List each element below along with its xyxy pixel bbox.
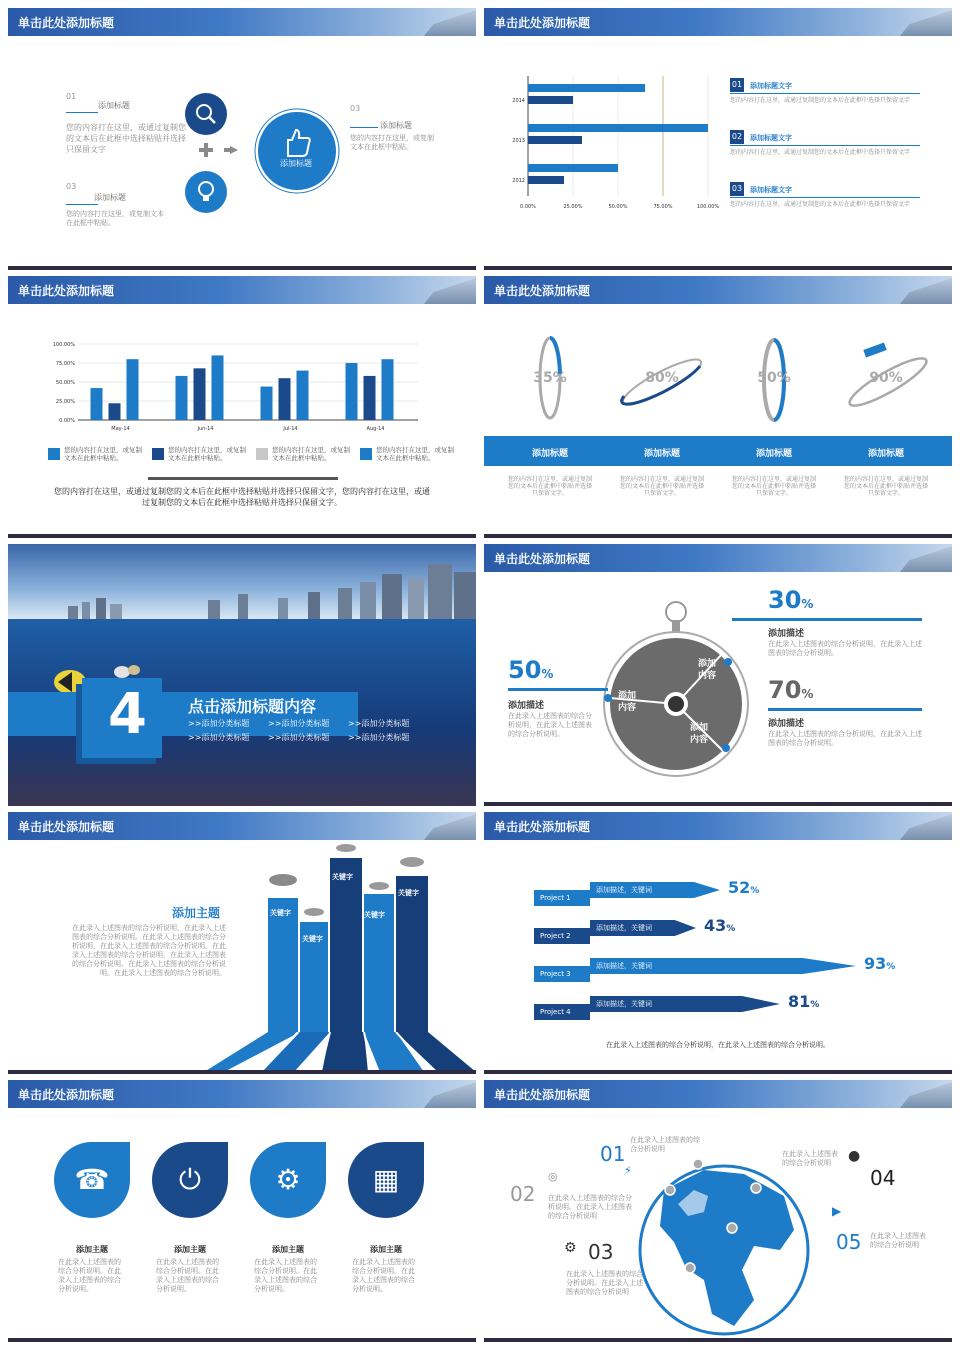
marker-text: 在此录入上述图表的综合分析说明 xyxy=(870,1232,926,1249)
stat-value: 30% xyxy=(768,586,814,614)
item-text: 在此录入上述图表的综合分析说明。在此录入上述图表的综合分析说明。 xyxy=(352,1258,415,1293)
slide-footer xyxy=(484,266,952,270)
slide-footer xyxy=(8,266,476,270)
x-tick-label: May-14 xyxy=(111,426,130,432)
y-tick-label: 25.00% xyxy=(55,399,75,405)
bar xyxy=(127,359,139,420)
x-tick-label: 0.00% xyxy=(520,204,536,210)
bar xyxy=(528,164,618,172)
project-tag[interactable]: Project 3 xyxy=(534,966,590,982)
building-graphic xyxy=(424,814,476,840)
globe-graphic xyxy=(634,1150,814,1342)
heading: 添加主题 xyxy=(172,906,221,920)
project-percent: 93% xyxy=(864,954,896,973)
bar xyxy=(261,387,273,420)
ring-text: 您的内容打在这里，或通过复制您的文本后在此框中粘贴并选择只保留文字。 xyxy=(508,476,593,497)
item-num: 01 xyxy=(66,92,77,101)
slide-2[interactable] xyxy=(484,8,952,270)
item-head: 添加标题 xyxy=(98,101,130,110)
x-tick-label: Aug-14 xyxy=(366,426,385,432)
project-percent: 43% xyxy=(704,916,736,935)
slide-header xyxy=(8,1080,476,1108)
slide-footer xyxy=(484,1338,952,1342)
target-icon: ◎ xyxy=(548,1170,558,1183)
y-tick-label: 75.00% xyxy=(55,361,75,367)
project-tag[interactable]: Project 4 xyxy=(534,1004,590,1020)
sub-heading: >>添加分类标题 xyxy=(268,719,330,728)
x-tick-label: 50.00% xyxy=(608,204,628,210)
stat-line xyxy=(768,708,922,711)
bar-label: 关键字 xyxy=(302,935,323,943)
gear-icon: ⚙ xyxy=(250,1142,326,1218)
ring-percent: 90% xyxy=(869,370,903,386)
item-num-badge: 02 xyxy=(730,130,744,144)
item-head: 添加标题文字 xyxy=(750,134,792,142)
center-label: 添加标题 xyxy=(280,159,312,168)
city-skyline xyxy=(8,554,476,624)
desc-text: 在此录入上述图表的综合分析说明，在此录入上述图表的综合分析说明。 xyxy=(768,640,922,657)
item-head: 添加标题文字 xyxy=(750,82,792,90)
slide-10[interactable] xyxy=(484,1080,952,1342)
legend-label: 您的内容打在这里，或复制文本在此框中粘贴。 xyxy=(376,446,454,462)
marker-text: 在此录入上述图表的综合分析说明。在此录入上述图表的综合分析说明 xyxy=(548,1194,632,1220)
slide-5[interactable] xyxy=(8,544,476,806)
bar xyxy=(528,96,573,104)
divider xyxy=(148,477,338,480)
caption: 在此录入上述图表的综合分析说明，在此录入上述图表的综合分析说明。 xyxy=(606,1041,830,1049)
project-desc: 添加描述，关键词 xyxy=(596,886,652,894)
stopwatch-graphic xyxy=(596,600,756,760)
marker-num: 03 xyxy=(588,1240,614,1264)
slide-title: 单击此处添加标题 xyxy=(494,284,591,298)
divider xyxy=(730,145,920,146)
item-text: 您的内容打在这里，或通过复制您的文本后在此框中选择只保留文字 xyxy=(730,201,911,208)
project-tag[interactable]: Project 2 xyxy=(534,928,590,944)
bar xyxy=(91,388,103,420)
plug-icon: ⚡ xyxy=(624,1164,632,1177)
desc-head: 添加描述 xyxy=(508,701,545,711)
marker-num: 01 xyxy=(600,1142,626,1166)
legend-swatch xyxy=(360,448,372,460)
marker-num: 05 xyxy=(836,1230,862,1254)
slide-footer xyxy=(8,534,476,538)
slide-title: 单击此处添加标题 xyxy=(18,284,115,298)
bar xyxy=(364,376,376,420)
project-desc: 添加描述，关键词 xyxy=(596,962,652,970)
marker-text: 在此录入上述图表的综合分析说明 xyxy=(630,1136,700,1153)
slide-footer xyxy=(8,1338,476,1342)
ring-label: 添加标题 xyxy=(755,449,792,459)
ring-percent: 80% xyxy=(645,370,679,386)
building-graphic xyxy=(900,1082,952,1108)
building-graphic xyxy=(900,546,952,572)
slide-footer xyxy=(8,1070,476,1074)
caption: 您的内容打在这里，或通过复制您的文本后在此框中选择粘贴并选择只保留文字，您的内容打在这里，或通过复制您的文本后在此框中选择粘贴并选择只保留文字。 xyxy=(54,487,430,507)
item-num-badge: 03 xyxy=(730,182,744,196)
building-graphic xyxy=(900,278,952,304)
y-tick-label: 2014 xyxy=(512,98,525,104)
slide-3[interactable] xyxy=(8,276,476,538)
slide-header xyxy=(484,1080,952,1108)
item-text: 您的内容打在这里，或通过复制您的文本后在此框中选择只保留文字 xyxy=(730,149,911,156)
cloud-icon xyxy=(304,908,324,916)
bar xyxy=(382,359,394,420)
sub-heading: >>添加分类标题 xyxy=(348,733,410,742)
building-graphic xyxy=(900,814,952,840)
slide-8[interactable] xyxy=(484,812,952,1074)
x-tick-label: Jun-14 xyxy=(197,426,214,432)
bulb-icon-circle xyxy=(185,171,227,213)
gear-icon: ⚙ xyxy=(564,1240,577,1256)
cloud-icon xyxy=(336,844,356,852)
y-tick-label: 2012 xyxy=(512,178,525,184)
item-text: 在此录入上述图表的综合分析说明。在此录入上述图表的综合分析说明。 xyxy=(156,1258,219,1293)
x-tick-label: 25.00% xyxy=(563,204,583,210)
bar xyxy=(212,355,224,420)
building-graphic xyxy=(424,10,476,36)
ring-text: 您的内容打在这里，或通过复制您的文本后在此框中粘贴并选择只保留文字。 xyxy=(620,476,705,497)
item-num: 03 xyxy=(350,104,361,113)
divider xyxy=(730,197,920,198)
stat-line xyxy=(508,688,608,691)
item-head: 添加主题 xyxy=(76,1245,108,1254)
slide-9[interactable] xyxy=(8,1080,476,1342)
body-text: 在此录入上述图表的综合分析说明，在此录入上述图表的综合分析说明。在此录入上述图表的综合分析说明，在此录入上述图表的综合分析说明。在此录入上述图表的综合分析说明，在此录入上述图表的综合分析说明。在此录入上述图表的综合分析说明。在此录入上述图表的综合分析说明。 xyxy=(72,924,226,977)
project-percent: 81% xyxy=(788,992,820,1011)
marker-num: 04 xyxy=(870,1166,896,1190)
slide-header xyxy=(8,8,476,36)
project-percent: 52% xyxy=(728,878,760,897)
bar xyxy=(176,376,188,420)
slide-header xyxy=(8,276,476,304)
y-tick-label: 100.00% xyxy=(52,342,75,348)
bulb-icon: ● xyxy=(848,1148,861,1164)
megaphone-icon: ▶ xyxy=(832,1204,842,1218)
slide-title: 单击此处添加标题 xyxy=(494,820,591,834)
y-tick-label: 50.00% xyxy=(55,380,75,386)
slide-title: 单击此处添加标题 xyxy=(494,16,591,30)
item-num: 03 xyxy=(66,182,77,191)
item-head: 添加主题 xyxy=(370,1245,402,1254)
divider xyxy=(730,93,920,94)
slide-title: 单击此处添加标题 xyxy=(18,1088,115,1102)
slide-6[interactable] xyxy=(484,544,952,806)
building-graphic xyxy=(424,1082,476,1108)
item-text: 您的内容打在这里，或复制文本在此框中粘贴。 xyxy=(66,210,164,227)
project-desc: 添加描述，关键词 xyxy=(596,1000,652,1008)
sub-heading: >>添加分类标题 xyxy=(188,733,250,742)
marker-text: 在此录入上述图表的综合分析说明。在此录入上述图表的综合分析说明 xyxy=(566,1270,643,1296)
item-text: 在此录入上述图表的综合分析说明。在此录入上述图表的综合分析说明。 xyxy=(58,1258,121,1293)
slide-footer xyxy=(484,802,952,806)
slide-title: 单击此处添加标题 xyxy=(18,820,115,834)
legend-label: 您的内容打在这里，或复制文本在此框中粘贴。 xyxy=(64,446,142,462)
sub-heading: >>添加分类标题 xyxy=(348,719,410,728)
cloud-icon xyxy=(400,857,424,867)
horizontal-bar-chart xyxy=(506,68,720,218)
icon-cluster xyxy=(178,88,258,228)
building-graphic xyxy=(424,278,476,304)
legend-label: 您的内容打在这里，或复制文本在此框中粘贴。 xyxy=(272,446,350,462)
legend-swatch xyxy=(256,448,268,460)
segment-label: 添加内容 xyxy=(618,691,637,713)
ring-percent: 50% xyxy=(757,370,791,386)
bar xyxy=(297,371,309,420)
center-circle xyxy=(254,108,340,194)
slide-title: 单击此处添加标题 xyxy=(494,1088,591,1102)
cloud-icon xyxy=(269,874,297,886)
divider xyxy=(350,127,378,128)
x-tick-label: 100.00% xyxy=(696,204,720,210)
ring-label: 添加标题 xyxy=(643,449,680,459)
x-tick-label: 75.00% xyxy=(653,204,673,210)
slide-title: 单击此处添加标题 xyxy=(18,16,115,30)
power-icon: ⏻ xyxy=(152,1142,228,1218)
item-head: 添加标题文字 xyxy=(750,186,792,194)
marker-num: 02 xyxy=(510,1182,536,1206)
slide-footer xyxy=(484,1070,952,1074)
ring-percent: 35% xyxy=(533,370,567,386)
item-text: 在此录入上述图表的综合分析说明。在此录入上述图表的综合分析说明。 xyxy=(254,1258,317,1293)
slide-header xyxy=(484,8,952,36)
bar xyxy=(279,378,291,420)
segment-label: 添加内容 xyxy=(698,659,717,681)
slide-7[interactable] xyxy=(8,812,476,1074)
stat-line xyxy=(732,618,922,621)
slide-footer xyxy=(484,534,952,538)
ring-label: 添加标题 xyxy=(531,449,568,459)
slide-header xyxy=(484,812,952,840)
stat-value: 70% xyxy=(768,676,814,704)
slide-4[interactable] xyxy=(484,276,952,538)
bar xyxy=(528,136,582,144)
chapter-number: 4 xyxy=(108,682,147,747)
search-icon-circle xyxy=(185,93,227,135)
slide-1[interactable] xyxy=(8,8,476,270)
item-text: 您的内容打在这里，或复制文本在此框中粘贴。 xyxy=(350,134,434,151)
item-head: 添加标题 xyxy=(380,121,412,130)
project-tag[interactable]: Project 1 xyxy=(534,890,590,906)
stat-value: 50% xyxy=(508,656,554,684)
ring-text: 您的内容打在这里，或通过复制您的文本后在此框中粘贴并选择只保留文字。 xyxy=(732,476,817,497)
slide-title: 单击此处添加标题 xyxy=(494,552,591,566)
marker-text: 在此录入上述图表的综合分析说明 xyxy=(782,1150,838,1167)
bar xyxy=(528,176,564,184)
bar-label: 关键字 xyxy=(364,911,385,919)
desc-head: 添加描述 xyxy=(768,719,805,729)
project-desc: 添加描述，关键词 xyxy=(596,924,652,932)
slide-header xyxy=(484,544,952,572)
divider xyxy=(66,204,98,205)
bar xyxy=(109,403,121,420)
bar-label: 关键字 xyxy=(270,909,291,917)
sub-heading: >>添加分类标题 xyxy=(268,733,330,742)
chapter-headline: 点击添加标题内容 xyxy=(188,697,317,716)
bar-label: 关键字 xyxy=(398,889,419,897)
bar xyxy=(194,368,206,420)
bar xyxy=(528,84,645,92)
legend-swatch xyxy=(152,448,164,460)
desc-head: 添加描述 xyxy=(768,629,805,639)
desc-text: 在此录入上述图表的综合分析说明，在此录入上述图表的综合分析说明。 xyxy=(508,712,592,738)
slide-header xyxy=(484,276,952,304)
item-head: 添加标题 xyxy=(94,193,126,202)
cloud-icon xyxy=(369,882,389,890)
building-graphic xyxy=(900,10,952,36)
segment-label: 添加内容 xyxy=(690,723,709,745)
item-head: 添加主题 xyxy=(174,1245,206,1254)
ring-label: 添加标题 xyxy=(867,449,904,459)
legend-swatch xyxy=(48,448,60,460)
y-tick-label: 2013 xyxy=(512,138,525,144)
bar-label: 关键字 xyxy=(332,873,353,881)
column-chart xyxy=(48,336,428,436)
slide-header xyxy=(8,812,476,840)
sub-heading: >>添加分类标题 xyxy=(188,719,250,728)
ring-text: 您的内容打在这里，或通过复制您的文本后在此框中粘贴并选择只保留文字。 xyxy=(844,476,929,497)
arrow-icon xyxy=(230,146,238,154)
bar xyxy=(346,363,358,420)
desc-text: 在此录入上述图表的综合分析说明，在此录入上述图表的综合分析说明。 xyxy=(768,730,922,747)
calendar-icon: ▦ xyxy=(348,1142,424,1218)
legend-label: 您的内容打在这里，或复制文本在此框中粘贴。 xyxy=(168,446,246,462)
bar xyxy=(528,124,708,132)
x-tick-label: Jul-14 xyxy=(283,426,298,432)
item-text: 您的内容打在这里，或通过复制您的文本后在此框中选择粘贴并选择只保留文字 xyxy=(66,123,186,154)
phone-icon: ☎ xyxy=(54,1142,130,1218)
item-text: 您的内容打在这里，或通过复制您的文本后在此框中选择只保留文字 xyxy=(730,97,911,104)
y-tick-label: 0.00% xyxy=(59,418,75,424)
item-num-badge: 01 xyxy=(730,78,744,92)
divider xyxy=(66,112,98,113)
item-head: 添加主题 xyxy=(272,1245,304,1254)
